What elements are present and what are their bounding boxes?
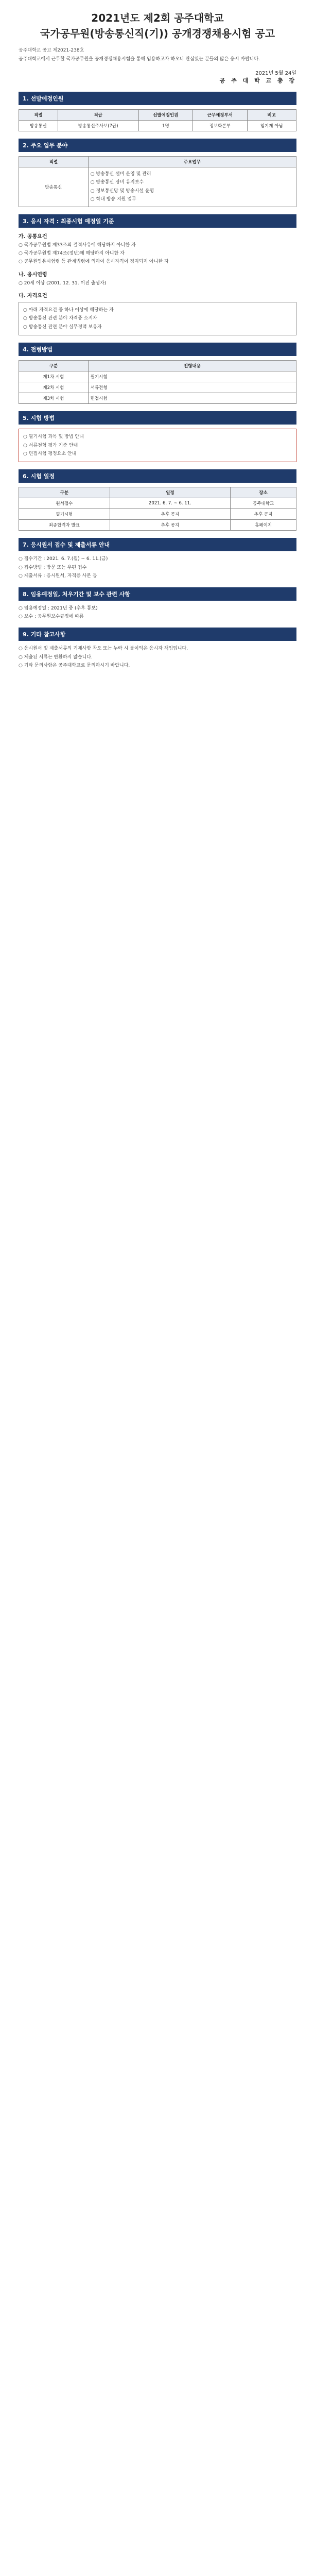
table-header: 장소 [231,487,296,498]
document-title: 2021년도 제2회 공주대학교 국가공무원(방송통신직(기)) 공개경쟁채용시험 공고 [40,12,275,40]
subsection-c: 다. 자격요건 [19,293,47,299]
section-2-table [19,156,296,207]
table-header: 근무예정부서 [193,109,247,120]
table-row: 원서접수 2021. 6. 7. ~ 6. 11. 공주대학교 [19,498,296,509]
section-9-title: 9. 기타 참고사항 [19,628,296,641]
section-6-table [19,487,296,531]
subsection-a: 가. 공통요건 [19,233,47,240]
table-header: 직급 [58,109,138,120]
section-4-table [19,360,296,404]
table-header: 주요업무 [88,156,296,167]
table-header: 직렬 [19,156,89,167]
section-4-title: 4. 전형방법 [19,343,296,356]
table-header: 일정 [110,487,230,498]
table-header: 구분 [19,361,89,371]
table-header: 비고 [247,109,296,120]
table-header: 전형내용 [88,361,296,371]
table-row: 필기시험 추후 공지 추후 공지 [19,509,296,520]
table-header: 선발예정인원 [138,109,192,120]
table-row: 최종합격자 발표 추후 공지 홈페이지 [19,520,296,531]
table-row: 제1차 시험 필기시험 [19,371,296,382]
section-6-title: 6. 시험 일정 [19,469,296,483]
subsection-b: 나. 응시연령 [19,272,47,278]
exam-method-box: ○ 필기시험 과목 및 방법 안내 ○ 서류전형 평가 기준 안내 ○ 면접시험 평정요소 안내 [19,429,296,462]
table-header: 직렬 [19,109,58,120]
table-header: 구분 [19,487,110,498]
notice-number: 공주대학교 공고 제2021-238호 [19,48,84,53]
section-1-title: 1. 선발예정인원 [19,92,296,105]
section-1-table [19,109,296,131]
org-name: 공 주 대 학 교 총 장 [219,77,296,84]
section-2-title: 2. 주요 업무 분야 [19,139,296,152]
section-5-title: 5. 시험 방법 [19,411,296,425]
table-row: 제2차 시험 서류전형 [19,382,296,393]
table-row: 방송통신 ○ 방송통신 설비 운영 및 관리 ○ 방송통신 장비 유지보수 ○ 정보통신망 및 방송시설 운영 ○ 학내 방송 지원 업무 [19,167,296,207]
section-8-title: 8. 임용예정일, 처우기간 및 보수 관련 사항 [19,587,296,601]
intro-text: 공주대학교에서 근무할 국가공무원을 공개경쟁채용시험을 통해 임용하고자 하오니 관심있는 분들의 많은 응시 바랍니다. [19,57,260,62]
qualification-box: ○ 아래 자격요건 중 하나 이상에 해당하는 자 ○ 방송통신 관련 분야 자격증 소지자 ○ 방송통신 관련 분야 실무경력 보유자 [19,302,296,335]
notice-date: 2021년 5월 24일 [255,70,296,76]
document-page: 2021년도 제2회 공주대학교 국가공무원(방송통신직(기)) 공개경쟁채용시험 공고 공주대학교 공고 제2021-238호 공주대학교에서 근무할 국가공무원을 공개경쟁채용시험을 통해 임용하고자 하오니 관심있는 분들의 많은 응시 바랍니다. 2021년 5월 24일 공 주 대 학 교 총 장 1. 선발예정인원 직렬 직급 선발예정인원 근무예정부서 비고 방송통신 방송통신주사보(7급) 1명 정보화본부 임기제 아님 2. 주요 업무 분야 직렬 주요업무 방송통신 ○ 방송통신 설비 운영 및 관리 ○ 방송통신 장비 유지보수 ○ 정보통신망 및 방송시설 운영 ○ 학내 방송 지원 업무 3. 응시 자격 : 최종시험 예정일 기준 가. 공통요건 ○ 국가공무원법 제33조의 결격사유에 해당하지 아니한 자 ○ 국가공무원법 제74조(정년)에 해당하지 아니한 자 ○ 공무원임용시험령 등 관계법령에 의하여 응시자격이 정지되지 아니한 자 나. 응시연령 ○ 20세 이상 (2001. 12. 31. 이전 출생자) 다. 자격요건 ○ 아래 자격요건 중 하나 이상에 해당하는 자 ○ 방송통신 관련 분야 자격증 소지자 ○ 방송통신 관련 분야 실무경력 보유자 4. 전형방법 구분 전형내용 제1차 시험 필기시험 제2차 시험 서류전형 제3차 시험 면접시험 5. 시험 방법 ○ 필기시험 과목 및 방법 안내 ○ 서류전형 평가 기준 안내 ○ 면접시험 평정요소 안내 6. 시험 일정 구분 일정 장소 원서접수 2021. 6. 7. ~ 6. 11. 공주대학교 필기시험 추후 공지 추후 공지 최종합격자 발표 추후 공지 홈페이지 7. 응시원서 접수 및 제출서류 안내 ○ 접수기간 : 2021. 6. 7.(월) ~ 6. 11.(금) ○ 접수방법 : 방문 또는 우편 접수 ○ 제출서류 : 응시원서, 자격증 사본 등 8. 임용예정일, 처우기간 및 보수 관련 사항 ○ 임용예정일 : 2021년 중 (추후 통보) ○ 보수 : 공무원보수규정에 따름 9. 기타 참고사항 ○ 응시원서 및 제출서류의 기재사항 착오 또는 누락 시 불이익은 응시자 책임입니다. ○ 제출된 서류는 반환하지 않습니다. ○ 기타 문의사항은 공주대학교로 문의하시기 바랍니다. [0,0,315,2576]
table-row: 방송통신 방송통신주사보(7급) 1명 정보화본부 임기제 아님 [19,120,296,131]
section-3-title: 3. 응시 자격 : 최종시험 예정일 기준 [19,214,296,228]
section-7-title: 7. 응시원서 접수 및 제출서류 안내 [19,538,296,551]
table-row: 제3차 시험 면접시험 [19,393,296,404]
